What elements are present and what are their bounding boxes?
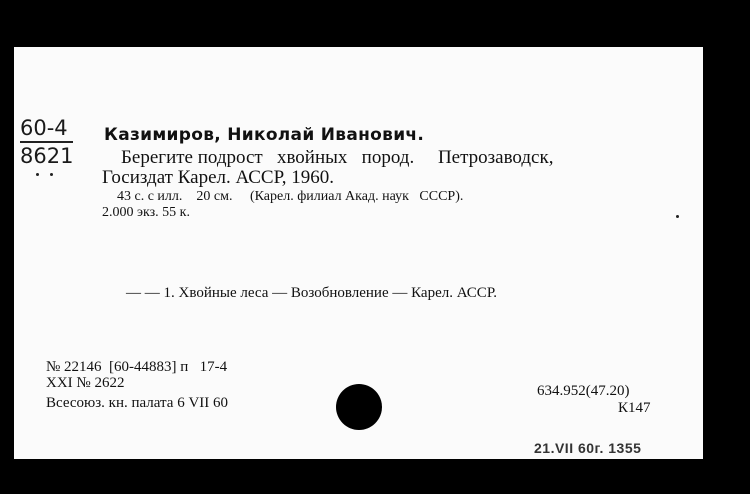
registry-line3: Всесоюз. кн. палата 6 VII 60 bbox=[46, 395, 229, 411]
cutter-number: К147 bbox=[618, 400, 651, 416]
date-stamp: 21.VII 60г. 1355 bbox=[534, 440, 642, 456]
author-heading: Казимиров, Николай Иванович. bbox=[104, 125, 425, 145]
collation-line1: 43 с. с илл. 20 см. (Карел. филиал Акад. наук СССР). bbox=[117, 189, 464, 204]
punch-hole bbox=[336, 384, 382, 430]
title-line2: Госиздат Карел. АССР, 1960. bbox=[102, 167, 335, 188]
subject-tracing: — — 1. Хвойные леса — Возобновление — Карел. АССР. bbox=[126, 285, 498, 301]
registry-line2: XXI № 2622 bbox=[46, 375, 125, 391]
classification-number: 634.952(47.20) bbox=[537, 383, 630, 399]
speck bbox=[676, 215, 679, 218]
speck bbox=[36, 173, 39, 176]
call-number-line2: 8621 bbox=[20, 141, 73, 168]
call-number bbox=[20, 117, 73, 168]
registry-line1: № 22146 [60-44883] п 17-4 bbox=[46, 359, 228, 375]
call-number-line1: 60-4 bbox=[20, 116, 68, 140]
collation-line2: 2.000 экз. 55 к. bbox=[102, 205, 190, 220]
title-line1: Берегите подрост хвойных пород. Петрозаводск, bbox=[121, 147, 554, 168]
speck bbox=[50, 173, 53, 176]
